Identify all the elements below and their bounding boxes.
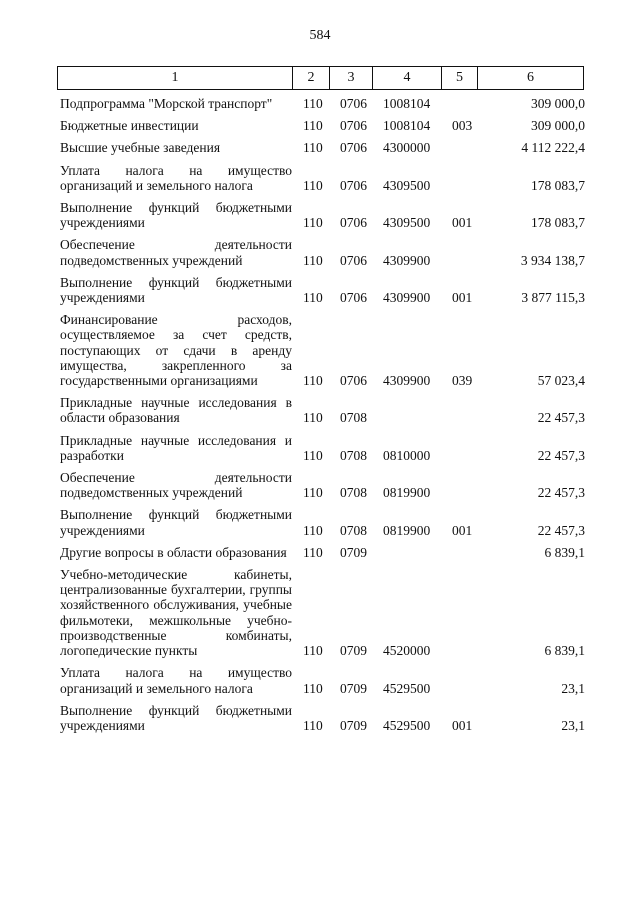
row-cell-c2: 110	[303, 643, 323, 659]
row-description: Прикладные научные исследования и разработки	[60, 432, 292, 463]
row-cell-c3: 0706	[340, 118, 367, 134]
row-cell-c6: 22 457,3	[537, 447, 585, 463]
row-cell-c5: 001	[452, 717, 473, 733]
row-description: Бюджетные инвестиции	[60, 118, 199, 134]
table-row	[0, 140, 640, 155]
table-row	[0, 703, 640, 733]
column-header-2: 2	[293, 67, 330, 90]
row-cell-c3: 0706	[340, 252, 367, 268]
table-row	[0, 237, 640, 267]
table-row	[0, 118, 640, 133]
row-cell-c3: 0708	[340, 485, 367, 501]
row-description: Другие вопросы в области образования	[60, 544, 287, 560]
row-description: Прикладные научные исследования в области образования	[60, 395, 292, 426]
row-cell-c2: 110	[303, 410, 323, 426]
table-row	[0, 200, 640, 230]
row-cell-c2: 110	[303, 177, 323, 193]
row-cell-c3: 0708	[340, 447, 367, 463]
row-cell-c2: 110	[303, 373, 323, 389]
row-cell-c3: 0709	[340, 643, 367, 659]
row-cell-c3: 0709	[340, 680, 367, 696]
row-cell-c3: 0708	[340, 410, 367, 426]
row-cell-c3: 0706	[340, 290, 367, 306]
row-description: Уплата налога на имущество организаций и земельного налога	[60, 665, 292, 696]
row-cell-c6: 6 839,1	[544, 544, 585, 560]
row-cell-c4: 0819900	[383, 522, 431, 538]
row-cell-c6: 178 083,7	[531, 177, 585, 193]
row-cell-c6: 23,1	[561, 680, 585, 696]
row-description: Выполнение функций бюджетными учреждениями	[60, 702, 292, 733]
row-description: Учебно-методические кабинеты, централизованные бухгалтерии, группы хозяйственного обслуживания, учебные фильмотеки, межшкольные учебно-производственные комбинаты, логопедические пункты	[60, 567, 292, 659]
row-cell-c6: 309 000,0	[531, 118, 585, 134]
row-cell-c2: 110	[303, 717, 323, 733]
column-header-6: 6	[478, 67, 584, 90]
table-row	[0, 96, 640, 111]
row-cell-c4: 4309900	[383, 290, 431, 306]
row-description: Выполнение функций бюджетными учреждениями	[60, 274, 292, 306]
column-header-row	[58, 67, 584, 90]
column-header-1: 1	[58, 67, 293, 90]
row-cell-c3: 0706	[340, 96, 367, 111]
table-row	[0, 395, 640, 425]
row-cell-c6: 3 934 138,7	[520, 252, 585, 268]
row-cell-c2: 110	[303, 680, 323, 696]
row-cell-c5: 039	[452, 373, 473, 389]
row-cell-c3: 0706	[340, 140, 367, 156]
table-row	[0, 665, 640, 695]
row-cell-c3: 0708	[340, 522, 367, 538]
row-description: Подпрограмма "Морской транспорт"	[60, 96, 273, 111]
row-description: Выполнение функций бюджетными учреждениями	[60, 200, 292, 231]
row-cell-c6: 309 000,0	[531, 96, 585, 111]
table-row	[0, 567, 640, 658]
row-cell-c4: 1008104	[383, 96, 431, 111]
row-cell-c6: 22 457,3	[537, 410, 585, 426]
row-cell-c6: 178 083,7	[531, 215, 585, 231]
table-row	[0, 470, 640, 500]
row-cell-c3: 0709	[340, 544, 367, 560]
row-cell-c2: 110	[303, 522, 323, 538]
column-header-table	[57, 66, 584, 90]
row-cell-c5: 001	[452, 215, 473, 231]
row-cell-c4: 4529500	[383, 680, 431, 696]
column-header-4: 4	[373, 67, 442, 90]
row-description: Обеспечение деятельности подведомственных учреждений	[60, 237, 292, 268]
row-cell-c4: 0810000	[383, 447, 431, 463]
row-cell-c2: 110	[303, 290, 323, 306]
row-cell-c4: 4309500	[383, 177, 431, 193]
table-row	[0, 507, 640, 537]
row-description: Высшие учебные заведения	[60, 140, 221, 156]
row-cell-c3: 0706	[340, 373, 367, 389]
row-cell-c4: 4520000	[383, 643, 431, 659]
row-cell-c3: 0709	[340, 717, 367, 733]
row-cell-c5: 001	[452, 290, 473, 306]
row-cell-c4: 0819900	[383, 485, 431, 501]
budget-rows	[0, 96, 640, 740]
row-cell-c2: 110	[303, 140, 323, 156]
table-row	[0, 163, 640, 193]
table-row	[0, 433, 640, 463]
row-cell-c4: 1008104	[383, 118, 431, 134]
column-header-5: 5	[442, 67, 478, 90]
row-cell-c6: 23,1	[561, 717, 585, 733]
row-cell-c3: 0706	[340, 215, 367, 231]
row-cell-c6: 4 112 222,4	[521, 140, 585, 156]
row-cell-c2: 110	[303, 485, 323, 501]
table-row	[0, 275, 640, 305]
row-cell-c3: 0706	[340, 177, 367, 193]
row-cell-c2: 110	[303, 96, 323, 111]
row-description: Финансирование расходов, осуществляемое за счет средств, поступающих от сдачи в аренду имущества, закрепленного за государственными организациями	[60, 312, 292, 389]
row-cell-c5: 001	[452, 522, 473, 538]
row-cell-c4: 4309900	[383, 252, 431, 268]
row-cell-c4: 4529500	[383, 717, 431, 733]
column-header-3: 3	[330, 67, 373, 90]
row-cell-c5: 003	[452, 118, 473, 134]
table-row	[0, 312, 640, 388]
row-cell-c4: 4309500	[383, 215, 431, 231]
table-row	[0, 545, 640, 560]
row-description: Обеспечение деятельности подведомственных учреждений	[60, 470, 292, 501]
row-cell-c4: 4300000	[383, 140, 431, 156]
row-cell-c2: 110	[303, 118, 323, 134]
row-cell-c2: 110	[303, 447, 323, 463]
page-number: 584	[309, 28, 331, 43]
row-cell-c4: 4309900	[383, 373, 431, 389]
row-cell-c2: 110	[303, 544, 323, 560]
row-description: Уплата налога на имущество организаций и земельного налога	[60, 162, 292, 193]
row-cell-c6: 3 877 115,3	[521, 290, 585, 306]
row-description: Выполнение функций бюджетными учреждениями	[60, 507, 292, 538]
row-cell-c2: 110	[303, 215, 323, 231]
row-cell-c6: 6 839,1	[544, 643, 585, 659]
row-cell-c2: 110	[303, 252, 323, 268]
row-cell-c6: 22 457,3	[537, 485, 585, 501]
row-cell-c6: 57 023,4	[537, 373, 585, 389]
row-cell-c6: 22 457,3	[537, 522, 585, 538]
